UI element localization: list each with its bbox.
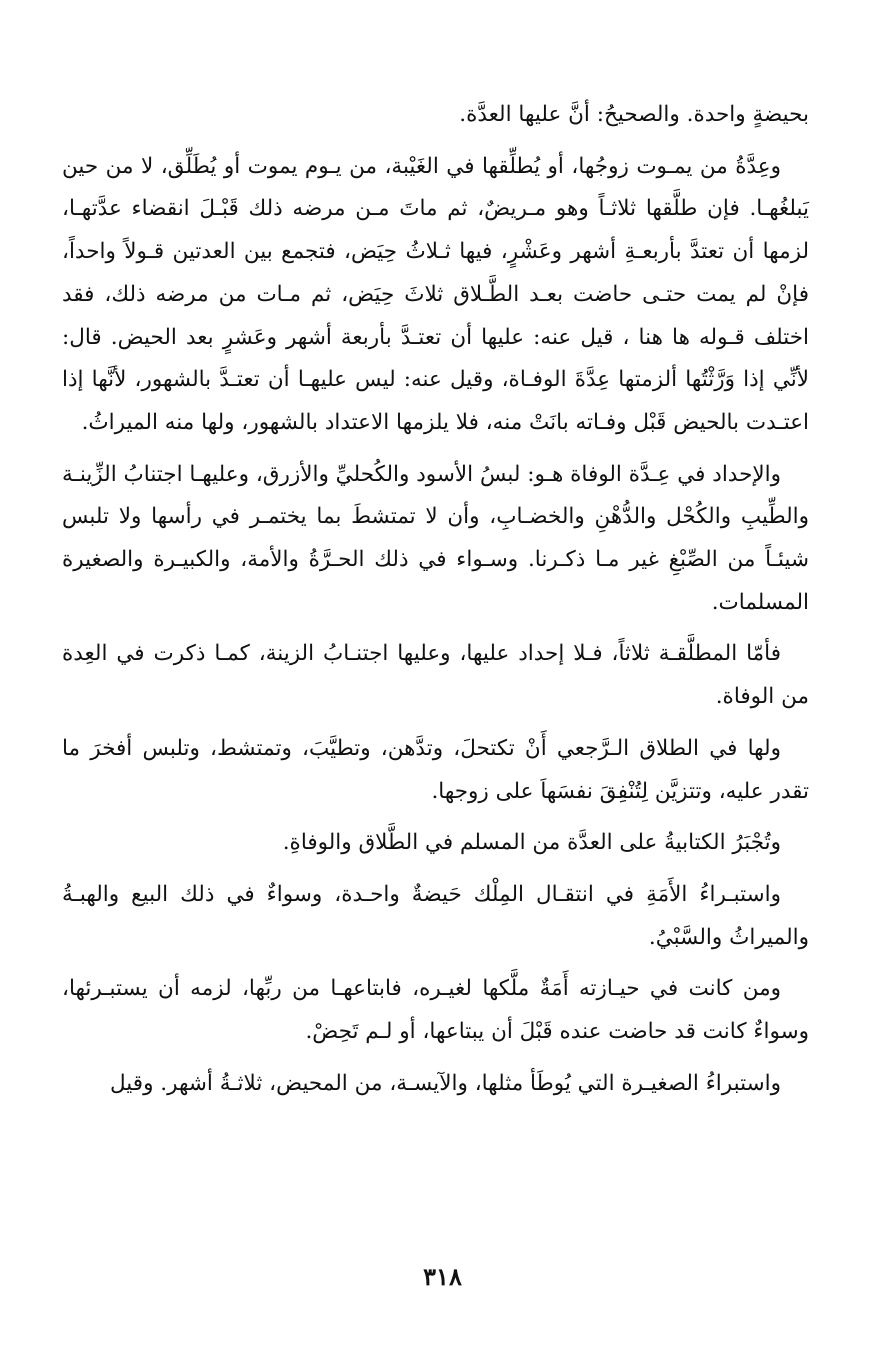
paragraph: والإحداد في عِـدَّة الوفاة هـو: لبسُ الأسود والكُحليِّ والأزرق، وعليهـا اجتنابُ الزِّينـة والطِّيبِ والكُحْل والدُّهْنِ والخضـابِ، وأن لا تمتشطَ بما يختمـر في رأسها ولا تلبس شيئـاً من الصِّبْغِ غير مـا ذكـرنا. وسـواء في ذلك الحـرَّةُ والأمة، والكبيـرة والصغيرة المسلمات. [62,461,809,615]
paragraph: ومن كانت في حيـازته أَمَةٌ ملَّكها لغيـره، فابتاعهـا من ربِّها، لزمه أن يستبـرئها، وسواءٌ كانت قد حاضت عنده قَبْلَ أن يبتاعها، أو لـم تَحِضْ. [62,976,809,1045]
paragraph: بحيضةٍ واحدة. والصحيحُ: أنَّ عليها العدَّة. [459,102,809,127]
paragraph: وعِدَّةُ من يمـوت زوجُها، أو يُطلِّقها في الغَيْبة، من يـوم يموت أو يُطَلِّق، لا من حين يَبلغُهـا. فإن طلَّقها ثلاثـاً وهو مـريضٌ، ثم ماتَ مـن مرضه ذلك قَبْـلَ انقضاء عدَّتهـا، لزمها أن تعتدَّ بأربعـةِ أشهر وعَشْرٍ، فيها ثـلاثُ حِيَض، فتجمع بين العدتين قـولاً واحداً، فإنْ لم يمت حتـى حاضت بعـد الطَّـلاق ثلاثَ حِيَض، ثم مـات من مرضه ذلك، فقد اختلف قـوله ها هنا ، قيل عنه: عليها أن تعتـدَّ بأربعة أشهر وعَشرٍ بعد الحيض. قال: لأنِّي إذا وَرَّثْتُها ألزمتها عِدَّةَ الوفـاة، وقيل عنه: ليس عليهـا أن تعتـدَّ بالشهور، لأنَّها إذا اعتـدت بالحيض قَبْل وفـاته بانَتْ منه، فلا يلزمها الاعتداد بالشهور، ولها منه الميراثُ. [62,153,809,435]
paragraph: وتُجْبَرُ الكتابيةُ على العدَّة من المسلم في الطَّلاق والوفاةِ. [282,830,781,856]
paragraph: واستبـراءُ الأَمَةِ في انتقـال المِلْك حَيضةٌ واحـدة، وسواءٌ في ذلك البيع والهبـةُ والميراثُ والسَّبْيُ. [62,881,809,950]
body-text [62,94,809,1114]
page-number: ٣١٨ [423,1262,462,1291]
paragraph: ولها في الطلاق الـرَّجعي أَنْ تكتحلَ، وتدَّهن، وتطيَّبَ، وتمتشط، وتلبس أفخرَ ما تقدر عليه، وتتزيَّن لِتُنْفِقَ نفسَهاَ على زوجها. [62,735,809,804]
paragraph: واستبراءُ الصغيـرة التي يُوطَأ مثلها، والآيسـة، من المحيض، ثلاثـةُ أشهر. وقيل [110,1070,781,1096]
paragraph: فأمّا المطلَّقـة ثلاثاً، فـلا إحداد عليها، وعليها اجتنـابُ الزينة، كمـا ذكرت في العِدة من الوفاة. [62,641,809,710]
